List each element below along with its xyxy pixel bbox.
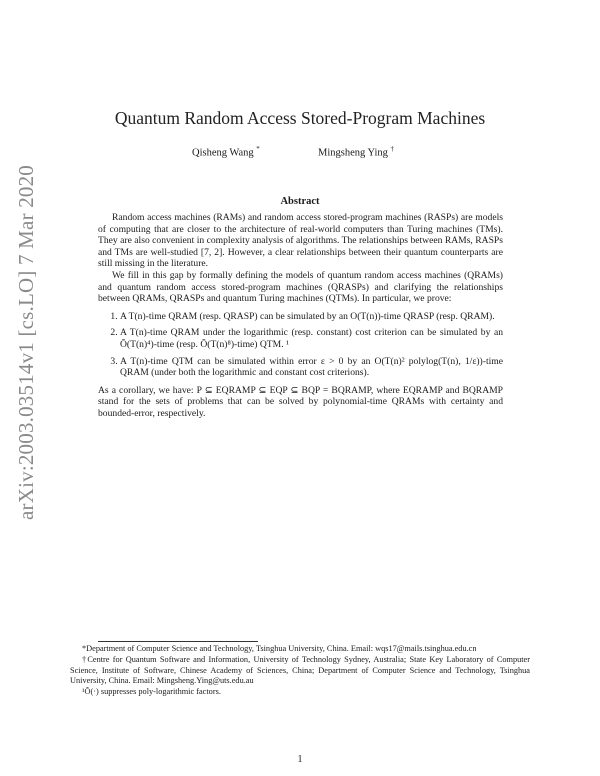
footnote-1: *Department of Computer Science and Technology, Tsinghua University, China. Email: wqs17@mails.tsinghua.edu.cn: [82, 644, 477, 653]
author-2-name: Mingsheng Ying: [318, 147, 388, 159]
result-item-2: 2. A T(n)-time QRAM under the logarithmic (resp. constant) cost criterion can be simulated by an Õ(T(n)⁴)-time (resp. Õ(T(n)⁸)-time) QTM. ¹: [120, 327, 503, 350]
result-item-1: 1. A T(n)-time QRAM (resp. QRASP) can be simulated by an O(T(n))-time QRASP (resp. QRAM).: [120, 311, 503, 323]
result-item-3: 3. A T(n)-time QTM can be simulated within error ε > 0 by an O(T(n)² polylog(T(n), 1/ε))-time QRAM (under both the logarithmic and constant cost criterions).: [120, 356, 503, 379]
abstract-heading: Abstract: [280, 196, 320, 207]
page-number: 1: [297, 754, 303, 765]
footnote-2: †Centre for Quantum Software and Information, University of Technology Sydney, Australia; State Key Laboratory of Computer Science, Institute of Software, Chinese Academy of Sciences, China; Department of Computer Science and Technology, Tsinghua University, China. Email: Mingsheng.Ying@uts.edu.au: [70, 655, 530, 685]
abstract-body: [98, 212, 503, 420]
footnote-divider: [98, 641, 258, 642]
paper-title: Quantum Random Access Stored-Program Machines: [114, 108, 486, 128]
result-list: [98, 311, 503, 379]
corollary-paragraph: As a corollary, we have: P ⊆ EQRAMP ⊆ EQP ⊆ BQP = BQRAMP, where EQRAMP and BQRAMP stand for the sets of problems that can be solved by polynomial-time QRAMs with certainty and bounded-error, respectively.: [98, 384, 503, 419]
footnote-3: ¹Õ(·) suppresses poly-logarithmic factors.: [82, 687, 221, 697]
abstract-paragraph-1: Random access machines (RAMs) and random access stored-program machines (RASPs) are models of computing that are closer to the architecture of real-world computers than Turing machines (TMs). They are also convenient in complexity analysis of algorithms. The relationships between RAMs, RASPs and TMs are well-studied [7, 2]. However, a clear relationships between their quantum counterparts are still missing in the literature.: [98, 212, 503, 270]
author-1: [192, 145, 260, 159]
arxiv-identifier-stamp: [14, 164, 38, 540]
author-2: [318, 145, 394, 159]
footnotes: [70, 644, 530, 698]
author-2-mark: †: [390, 145, 395, 153]
abstract-paragraph-2: We fill in this gap by formally defining the models of quantum random access machines (QRAMs) and quantum random access stored-program machines (QRASPs) and clarifying the relationships between QRAMs, QRASPs and quantum Turing machines (QTMs). In particular, we prove:: [98, 269, 503, 305]
author-1-mark: *: [256, 145, 260, 153]
arxiv-identifier-text: arXiv:2003.03514v1 [cs.LO] 7 Mar 2020: [14, 164, 38, 520]
author-1-name: Qisheng Wang: [192, 147, 254, 159]
